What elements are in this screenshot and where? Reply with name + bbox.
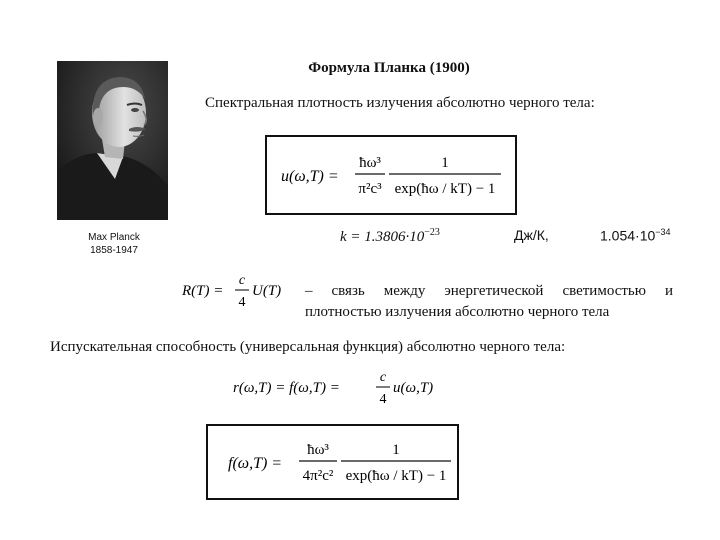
emissivity-heading: Испускательная способность (универсальная функция) абсолютно черного тела: — [50, 339, 566, 355]
hbar-value: 1.054·10 — [600, 227, 656, 244]
formula-f-denominator: 4π²c² — [302, 468, 334, 484]
formula-R-lhs: R(T) = — [182, 283, 224, 299]
formula-f-frac2-num: 1 — [392, 442, 400, 458]
portrait-caption — [72, 231, 156, 257]
formula-u-numerator: ħω³ — [359, 155, 381, 171]
planck-portrait — [57, 61, 168, 220]
caption-name: Max Planck — [88, 232, 140, 243]
formula-r-den: 4 — [379, 392, 387, 407]
formula-r-lhs: r(ω,T) = f(ω,T) = — [233, 380, 340, 396]
slide-title: Формула Планка (1900) — [308, 60, 470, 76]
boltzmann-constant — [340, 227, 440, 246]
k-value: k = 1.3806·10 — [340, 229, 425, 245]
formula-u-frac2-den: exp(ħω / kT) − 1 — [394, 181, 496, 197]
formula-u-box — [265, 135, 517, 215]
formula-r — [233, 368, 453, 415]
formula-r-rhs: u(ω,T) — [393, 380, 434, 396]
k-exponent: −23 — [424, 227, 440, 238]
formula-r-num: c — [379, 370, 387, 385]
formula-u — [267, 137, 515, 213]
formula-u-frac2-num: 1 — [441, 155, 449, 171]
hbar-exponent: −34 — [655, 227, 671, 237]
formula-f — [208, 426, 457, 498]
formula-u-denominator: π²c³ — [358, 181, 382, 197]
formula-R-rhs: U(T) — [252, 283, 282, 299]
formula-f-box — [206, 424, 459, 500]
formula-R-num: c — [238, 273, 246, 288]
k-unit: Дж/К, — [514, 227, 549, 243]
formula-R — [182, 270, 302, 317]
caption-years: 1858-1947 — [90, 245, 138, 256]
formula-u-lhs: u(ω,T) = — [281, 168, 339, 185]
relation-description: – связь между энергетической светимостью и плотностью излучения абсолютно черного тела — [305, 283, 673, 320]
hbar-constant — [600, 227, 671, 244]
formula-f-lhs: f(ω,T) = — [228, 455, 283, 472]
formula-R-den: 4 — [238, 295, 246, 310]
portrait-drawing — [57, 61, 168, 220]
formula-f-frac2-den: exp(ħω / kT) − 1 — [345, 468, 447, 484]
formula-f-numerator: ħω³ — [307, 442, 329, 458]
spectral-density-heading: Спектральная плотность излучения абсолютно черного тела: — [205, 95, 595, 111]
